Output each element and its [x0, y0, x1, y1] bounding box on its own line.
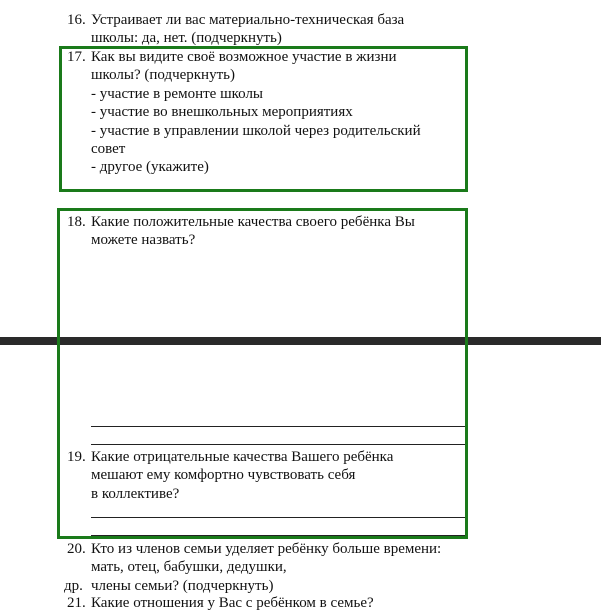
- question-number: 18.: [67, 214, 86, 230]
- question-number: 21.: [67, 595, 86, 611]
- question-text-line: в коллективе?: [91, 486, 180, 502]
- question-text-line: Кто из членов семьи уделяет ребёнку больше времени:: [91, 541, 442, 557]
- answer-option: - участие в ремонте школы: [91, 86, 264, 102]
- answer-option: - участие в управлении школой через родительский: [91, 123, 421, 139]
- question-number: 17.: [67, 49, 86, 65]
- question-text-line: Устраивает ли вас материально-техническая база: [91, 12, 405, 28]
- answer-option: совет: [91, 141, 126, 157]
- question-text-line: Какие отношения у Вас с ребёнком в семье?: [91, 595, 374, 611]
- question-text-prefix: др.: [64, 578, 83, 594]
- question-text-line: Какие отрицательные качества Вашего ребёнка: [91, 449, 394, 465]
- question-text-line: школы: да, нет. (подчеркнуть): [91, 30, 282, 46]
- highlight-box-q18-q19: [57, 208, 468, 539]
- highlight-box-q17: [59, 46, 468, 192]
- question-number: 16.: [67, 12, 86, 28]
- answer-option: - другое (укажите): [91, 159, 209, 175]
- answer-option: - участие во внешкольных мероприятиях: [91, 104, 353, 120]
- question-text-line: члены семьи? (подчеркнуть): [91, 578, 274, 594]
- question-text-line: можете назвать?: [91, 232, 196, 248]
- question-text-line: Какие положительные качества своего ребёнка Вы: [91, 214, 415, 230]
- question-text-line: Как вы видите своё возможное участие в жизни: [91, 49, 397, 65]
- question-text-line: школы? (подчеркнуть): [91, 67, 235, 83]
- question-text-line: мешают ему комфортно чувствовать себя: [91, 467, 356, 483]
- question-number: 19.: [67, 449, 86, 465]
- question-number: 20.: [67, 541, 86, 557]
- question-text-line: мать, отец, бабушки, дедушки,: [91, 559, 287, 575]
